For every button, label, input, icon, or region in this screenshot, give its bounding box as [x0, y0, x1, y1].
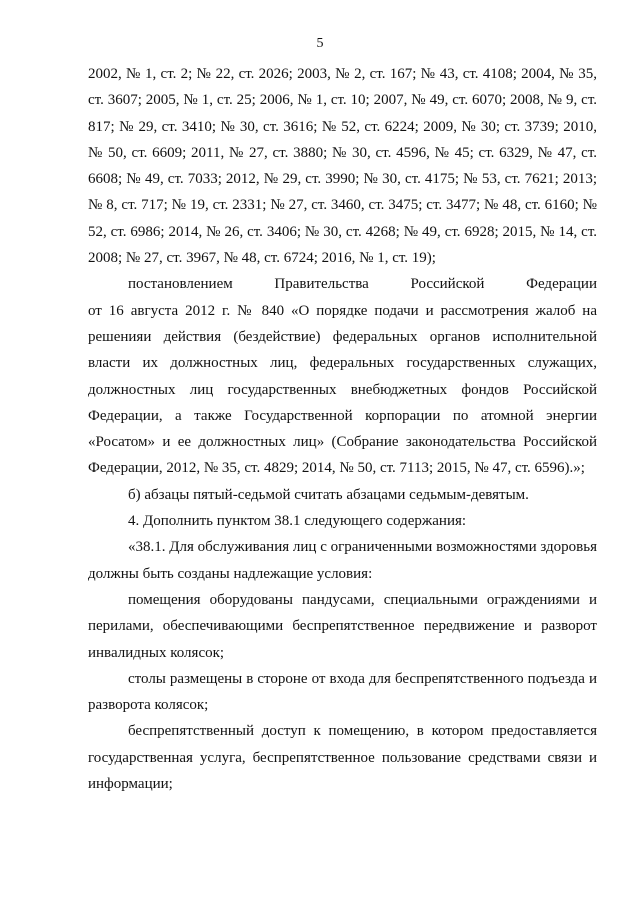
resolution-heading-word: постановлением: [128, 276, 233, 293]
resolution-heading-line: [88, 271, 597, 297]
resolution-paragraph: от 16 августа 2012 г. № 840 «О порядке подачи и рассмотрения жалоб на решенияи действия (бездействие) федеральных органов исполнительной власти их должностных лиц, федеральных государственных служащих, должностных лиц государственных внебюджетных фондов Российской Федерации, а также Государственной корпорации по атомной энергии «Росатом» и ее должностных лиц» (Собрание законодательства Российской Федерации, 2012, № 35, ст. 4829; 2014, № 50, ст. 7113; 2015, № 47, ст. 6596).»;: [88, 302, 597, 477]
condition-paragraph: столы размещены в стороне от входа для беспрепятственного подъезда и разворота колясок;: [88, 670, 597, 714]
citation-paragraph: 2002, № 1, ст. 2; № 22, ст. 2026; 2003, № 2, ст. 167; № 43, ст. 4108; 2004, № 35, ст. 3607; 2005, № 1, ст. 25; 2006, № 1, ст. 10; 2007, № 49, ст. 6070; 2008, № 9, ст. 817; № 29, ст. 3410; № 30, ст. 3616; № 52, ст. 6224; 2009, № 30; ст. 3739; 2010, № 50, ст. 6609; 2011, № 27, ст. 3880; № 30, ст. 4596, № 45; ст. 6329, № 47, ст. 6608; № 49, ст. 7033; 2012, № 29, ст. 3990; № 30, ст. 4175; № 53, ст. 7621; 2013; № 8, ст. 717; № 19, ст. 2331; № 27, ст. 3460, ст. 3475; ст. 3477; № 48, ст. 6160; № 52, ст. 6986; 2014, № 26, ст. 3406; № 30, ст. 4268; № 49, ст. 6928; 2015, № 14, ст. 2008; № 27, ст. 3967, № 48, ст. 6724; 2016, № 1, ст. 19);: [88, 66, 597, 267]
resolution-heading-word: Правительства: [274, 276, 369, 293]
page-number: 5: [316, 36, 324, 51]
resolution-heading-word: Федерации: [526, 276, 597, 293]
item-4-paragraph: 4. Дополнить пунктом 38.1 следующего содержания:: [128, 513, 467, 530]
clause-38-1-paragraph: «38.1. Для обслуживания лиц с ограниченными возможностями здоровья должны быть созданы надлежащие условия:: [88, 539, 597, 582]
document-body: [88, 61, 597, 797]
condition-paragraph: помещения оборудованы пандусами, специальными ограждениями и перилами, обеспечивающими беспрепятственное передвижение и разворот инвалидных колясок;: [88, 591, 597, 661]
condition-paragraph: беспрепятственный доступ к помещению, в котором предоставляется государственная услуга, беспрепятственное пользование средствами связи и информации;: [88, 723, 597, 793]
resolution-heading-word: Российской: [410, 276, 485, 293]
amendment-paragraph: б) абзацы пятый-седьмой считать абзацами седьмым-девятым.: [128, 486, 529, 503]
